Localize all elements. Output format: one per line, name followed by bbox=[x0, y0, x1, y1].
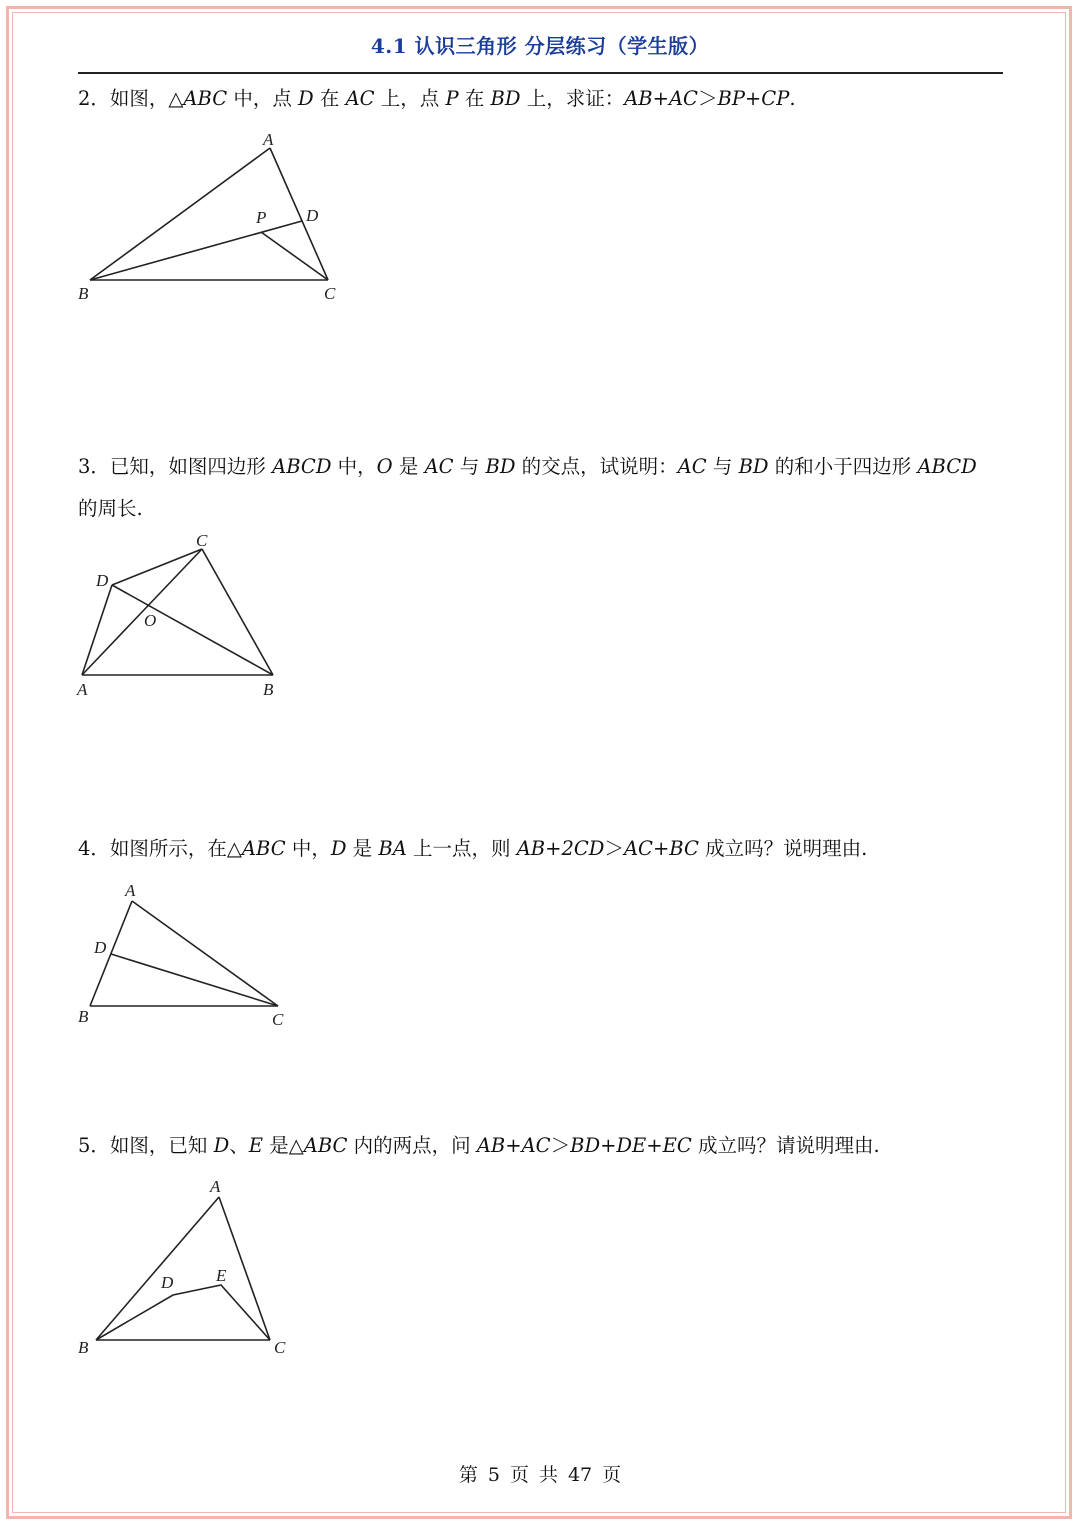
label-C: C bbox=[196, 531, 208, 550]
current-page-number: 5 bbox=[487, 1464, 500, 1486]
question-number: 5． bbox=[78, 1134, 110, 1157]
label-A: A bbox=[263, 130, 274, 149]
figure-q4 bbox=[70, 878, 295, 1033]
question-number: 3． bbox=[78, 455, 110, 478]
figure-q5 bbox=[70, 1175, 295, 1360]
label-A: A bbox=[210, 1177, 221, 1196]
label-C: C bbox=[324, 284, 336, 303]
label-B: B bbox=[78, 284, 89, 303]
page-footer: 第 5 页 共 47 页 bbox=[458, 1464, 622, 1486]
label-C: C bbox=[274, 1338, 286, 1357]
label-A: A bbox=[77, 680, 88, 699]
total-page-count: 47 bbox=[567, 1464, 593, 1486]
label-D: D bbox=[161, 1273, 174, 1292]
header-divider bbox=[78, 72, 1003, 74]
label-B: B bbox=[78, 1007, 89, 1026]
label-P: P bbox=[256, 208, 267, 227]
question-2: 2．如图，△ABC 中，点 D 在 AC 上，点 P 在 BD 上，求证：AB+AC＞BP+CP. bbox=[78, 87, 796, 110]
question-5: 5．如图，已知 D、E 是△ABC 内的两点，问 AB+AC＞BD+DE+EC 成立吗？请说明理由. bbox=[78, 1134, 880, 1157]
label-B: B bbox=[78, 1338, 89, 1357]
question-number: 4． bbox=[78, 837, 110, 860]
label-A: A bbox=[125, 881, 136, 900]
label-E: E bbox=[216, 1266, 227, 1285]
figure-q2 bbox=[70, 125, 360, 310]
label-D: D bbox=[96, 571, 109, 590]
label-B: B bbox=[263, 680, 274, 699]
question-3: 3．已知，如图四边形 ABCD 中，O 是 AC 与 BD 的交点，试说明：AC 与 BD 的和小于四边形 ABCD 的周长. bbox=[78, 455, 977, 520]
question-4: 4．如图所示，在△ABC 中，D 是 BA 上一点，则 AB+2CD＞AC+BC 成立吗？说明理由. bbox=[78, 837, 868, 860]
label-O: O bbox=[144, 611, 157, 630]
figure-q3 bbox=[70, 528, 290, 703]
label-D: D bbox=[94, 938, 107, 957]
label-D: D bbox=[306, 206, 319, 225]
page-header-title: 4.1 认识三角形 分层练习（学生版） bbox=[370, 34, 710, 58]
label-C: C bbox=[272, 1010, 284, 1029]
question-number: 2． bbox=[78, 87, 110, 110]
